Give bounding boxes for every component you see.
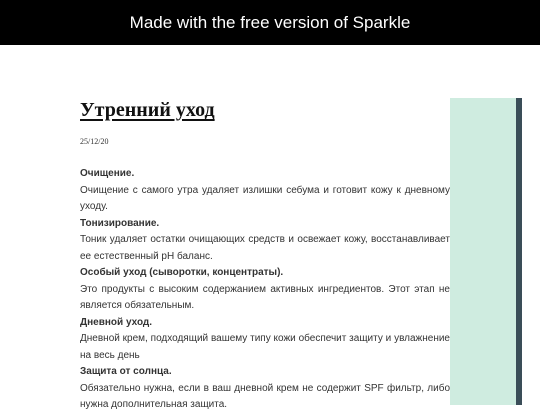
section-body: Тоник удаляет остатки очищающих средств и освежает кожу, восстанавливает ее естественный pH баланс. <box>80 234 450 262</box>
section-special-care <box>80 265 450 315</box>
section-title: Дневной уход. <box>80 316 153 328</box>
side-decorative-panel <box>450 98 516 405</box>
section-body: Дневной крем, подходящий вашему типу кожи обеспечит защиту и увлажнение на весь день <box>80 333 450 361</box>
section-title: Особый уход (сыворотки, концентраты). <box>80 267 284 278</box>
article-content <box>80 98 450 414</box>
post-date: 25/12/20 <box>80 137 109 146</box>
section-title: Защита от солнца. <box>80 366 172 377</box>
section-body: Это продукты с высоким содержанием активных ингредиентов. Этот этап не является обязательным. <box>80 283 450 311</box>
section-day-care <box>80 315 450 365</box>
section-sun-protection <box>80 364 450 414</box>
sections-list <box>80 166 450 414</box>
section-body: Очищение с самого утра удаляет излишки себума и готовит кожу к дневному уходу. <box>80 184 450 212</box>
section-toning <box>80 216 450 266</box>
section-body: Обязательно нужна, если в ваш дневной крем не содержит SPF фильтр, либо нужна дополнительная защита. <box>80 382 450 410</box>
section-title: Очищение. <box>80 168 135 179</box>
section-title: Тонизирование. <box>80 217 160 229</box>
side-scroll-bar <box>516 98 522 405</box>
section-cleansing <box>80 166 450 216</box>
page-title: Утренний уход <box>80 99 215 121</box>
sparkle-watermark-banner <box>0 0 540 45</box>
banner-text: Made with the free version of Sparkle <box>129 12 411 32</box>
